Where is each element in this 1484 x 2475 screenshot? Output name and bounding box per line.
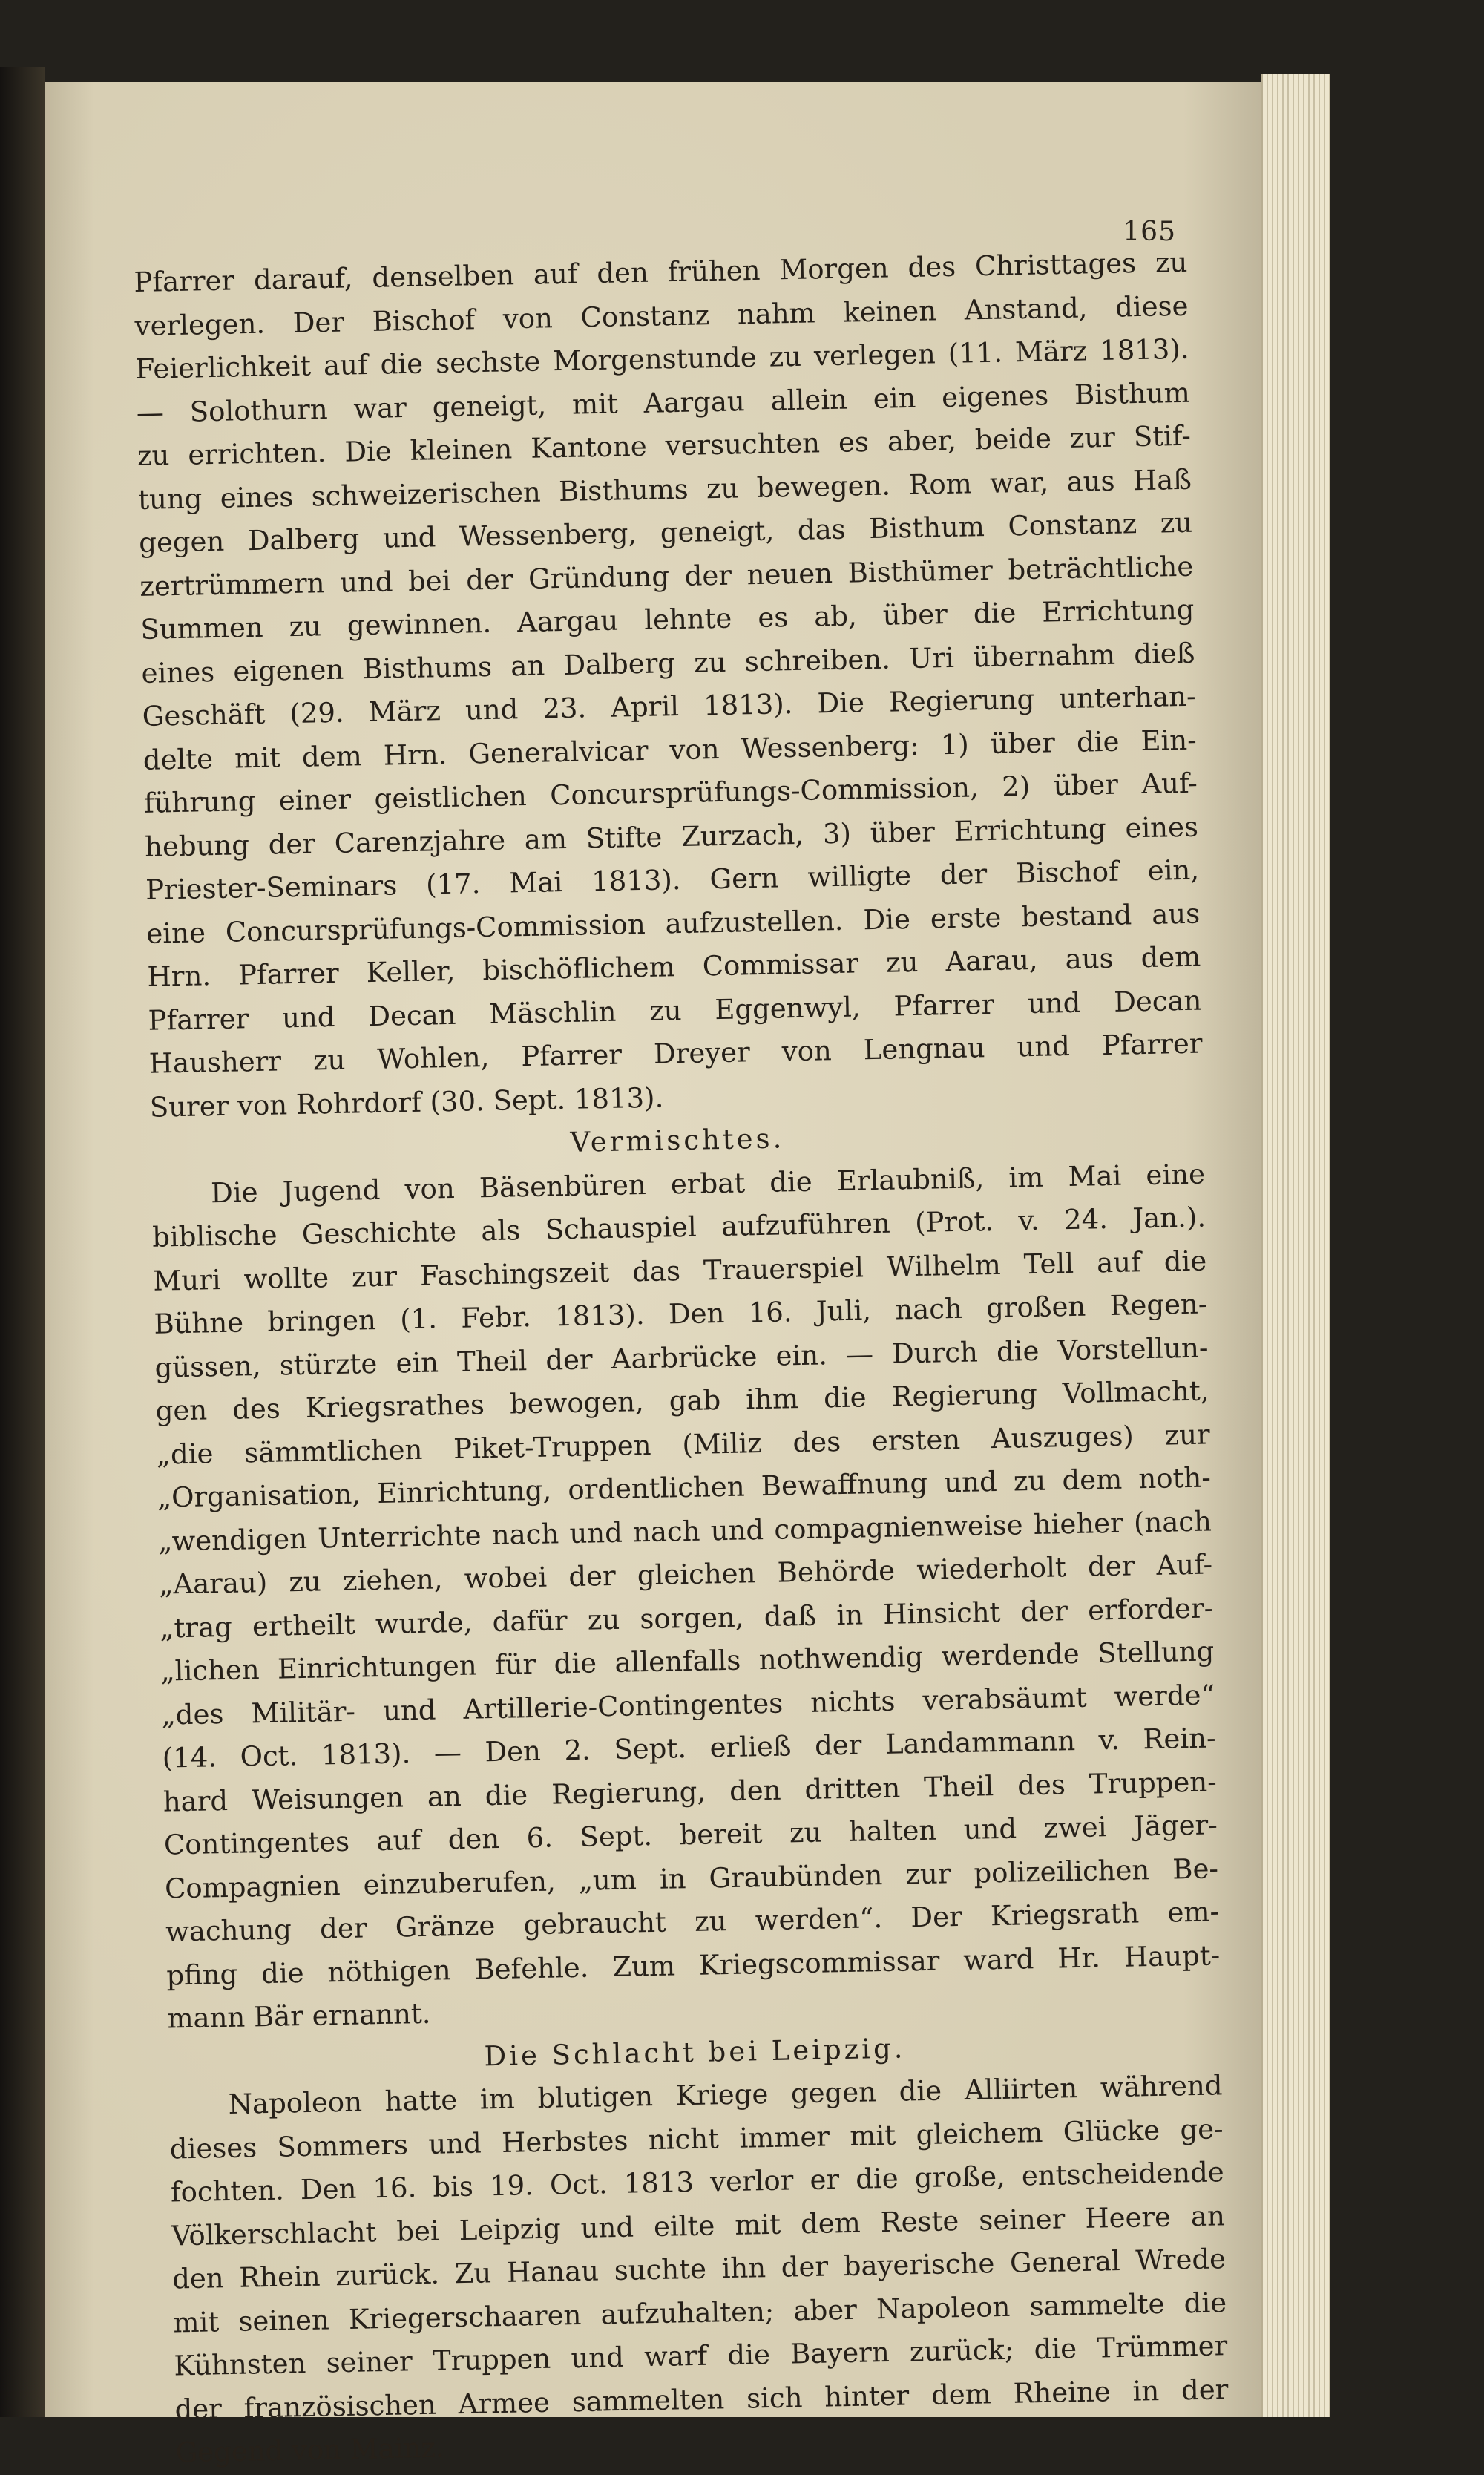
text-line: wachung der Gränze gebraucht zu werden“. Der Kriegsrath em- — [165, 1895, 1220, 1948]
text-line: eine Concursprüfungs-Commission aufzustellen. Die erste bestand aus — [145, 897, 1201, 950]
text-line: gen des Kriegsrathes bewogen, gab ihm die Regierung Vollmacht, — [155, 1374, 1209, 1427]
text-line: (14. Oct. 1813). — Den 2. Sept. erließ der Landammann v. Rein- — [162, 1722, 1216, 1774]
text-line: pfing die nöthigen Befehle. Zum Kriegscommissar ward Hr. Haupt- — [165, 1938, 1221, 1992]
text-line: gegen Dalberg und Wessenberg, geneigt, das Bisthum Constanz zu — [138, 506, 1193, 559]
text-line: „trag ertheilt wurde, dafür zu sorgen, daß in Hinsicht der erforder- — [159, 1591, 1214, 1645]
text-line: Pfarrer und Decan Mäschlin zu Eggenwyl, Pfarrer und Decan — [148, 984, 1202, 1037]
text-line: hebung der Carenzjahre am Stifte Zurzach, 3) über Errichtung eines — [144, 810, 1199, 863]
text-line: Muri wollte zur Faschingszeit das Trauerspiel Wilhelm Tell auf die — [152, 1244, 1207, 1297]
section-heading: Vermischtes. — [570, 1122, 785, 1158]
text-line: „wendigen Unterrichte nach und nach und compagnienweise hieher (nach — [157, 1504, 1212, 1558]
text-line: hard Weisungen an die Regierung, den dritten Theil des Truppen- — [162, 1765, 1218, 1818]
text-line: — Solothurn war geneigt, mit Aargau allein ein eigenes Bisthum — [136, 376, 1191, 429]
text-line: den Rhein zurück. Zu Hanau suchte ihn der bayerische General Wrede — [171, 2243, 1227, 2295]
text-line: „des Militär- und Artillerie-Contingentes nichts verabsäumt werde“ — [161, 1678, 1215, 1731]
text-line: „lichen Einrichtungen für die allenfalls nothwendig werdende Stellung — [160, 1635, 1215, 1688]
text-line: führung einer geistlichen Concursprüfungs-Commission, 2) über Auf- — [143, 767, 1198, 819]
text-line: Feierlichkeit auf die sechste Morgenstunde zu verlegen (11. März 1813). — [135, 332, 1189, 385]
text-line: dieses Sommers und Herbstes nicht immer mit gleichem Glücke ge- — [169, 2112, 1224, 2166]
text-line: Summen zu gewinnen. Aargau lehnte es ab, über die Errichtung — [140, 593, 1195, 646]
text-line: Hausherr zu Wohlen, Pfarrer Dreyer von Lengnau und Pfarrer — [148, 1027, 1203, 1080]
section-heading: Die Schlacht bei Leipzig. — [484, 2031, 906, 2072]
text-line: Völkerschlacht bei Leipzig und eilte mit dem Reste seiner Heere an — [171, 2199, 1226, 2252]
text-line: mann Bär ernannt. — [167, 1997, 431, 2035]
text-line: Contingentes auf den 6. Sept. bereit zu halten und zwei Jäger- — [163, 1809, 1218, 1861]
text-line: zu errichten. Die kleinen Kantone versuchten es aber, beide zur Stif- — [137, 419, 1192, 472]
text-line: Hrn. Pfarrer Keller, bischöflichem Commissar zu Aarau, aus dem — [147, 940, 1201, 993]
body-text — [134, 241, 1229, 2475]
text-line: „Organisation, Einrichtung, ordentlichen Bewaffnung und zu dem noth- — [157, 1461, 1212, 1514]
text-line: „die sämmtlichen Piket-Truppen (Miliz des ersten Auszuges) zur — [156, 1417, 1211, 1471]
text-line: tung eines schweizerischen Bisthums zu bewegen. Rom war, aus Haß — [137, 463, 1192, 516]
text-line: Compagnien einzuberufen, „um in Graubünden zur polizeilichen Be- — [164, 1852, 1219, 1905]
text-line: mit seinen Kriegerschaaren aufzuhalten; aber Napoleon sammelte die — [172, 2286, 1227, 2338]
text-line: biblische Geschichte als Schauspiel aufzuführen (Prot. v. 24. Jan.). — [151, 1201, 1206, 1253]
text-line: güssen, stürzte ein Theil der Aarbrücke ein. — Durch die Vorstellun- — [154, 1331, 1209, 1384]
text-line: Napoleon hatte im blutigen Kriege gegen die Alliirten während — [228, 2069, 1223, 2121]
page-edges — [1261, 74, 1330, 2417]
text-line: Kühnsten seiner Truppen und warf die Bayern zurück; die Trümmer — [174, 2330, 1228, 2382]
book-binding — [0, 67, 45, 2417]
text-line: Gegend von Mainz. — [175, 2431, 444, 2469]
text-line: Priester-Seminars (17. Mai 1813). Gern willigte der Bischof ein, — [145, 853, 1200, 906]
text-line: Surer von Rohrdorf (30. Sept. 1813). — [149, 1081, 664, 1124]
text-line: delte mit dem Hrn. Generalvicar von Wessenberg: 1) über die Ein- — [142, 724, 1198, 776]
text-line: Die Jugend von Bäsenbüren erbat die Erlaubniß, im Mai eine — [210, 1158, 1206, 1209]
text-line: Pfarrer darauf, denselben auf den frühen Morgen des Christtages zu — [134, 246, 1188, 298]
text-line: Geschäft (29. März und 23. April 1813). Die Regierung unterhan- — [142, 680, 1196, 732]
text-line: Bühne bringen (1. Febr. 1813). Den 16. Juli, nach großen Regen- — [154, 1288, 1208, 1340]
text-line: fochten. Den 16. bis 19. Oct. 1813 verlor er die große, entscheidende — [170, 2156, 1225, 2209]
text-line: „Aarau) zu ziehen, wobei der gleichen Behörde wiederholt der Auf- — [158, 1548, 1213, 1601]
text-line: der französischen Armee sammelten sich hinter dem Rheine in der — [174, 2373, 1229, 2425]
text-line: verlegen. Der Bischof von Constanz nahm keinen Anstand, diese — [134, 289, 1189, 342]
text-line: eines eigenen Bisthums an Dalberg zu schreiben. Uri übernahm dieß — [141, 637, 1195, 689]
page-number: 165 — [1123, 217, 1176, 247]
text-line: zertrümmern und bei der Gründung der neuen Bisthümer beträchtliche — [139, 550, 1194, 603]
